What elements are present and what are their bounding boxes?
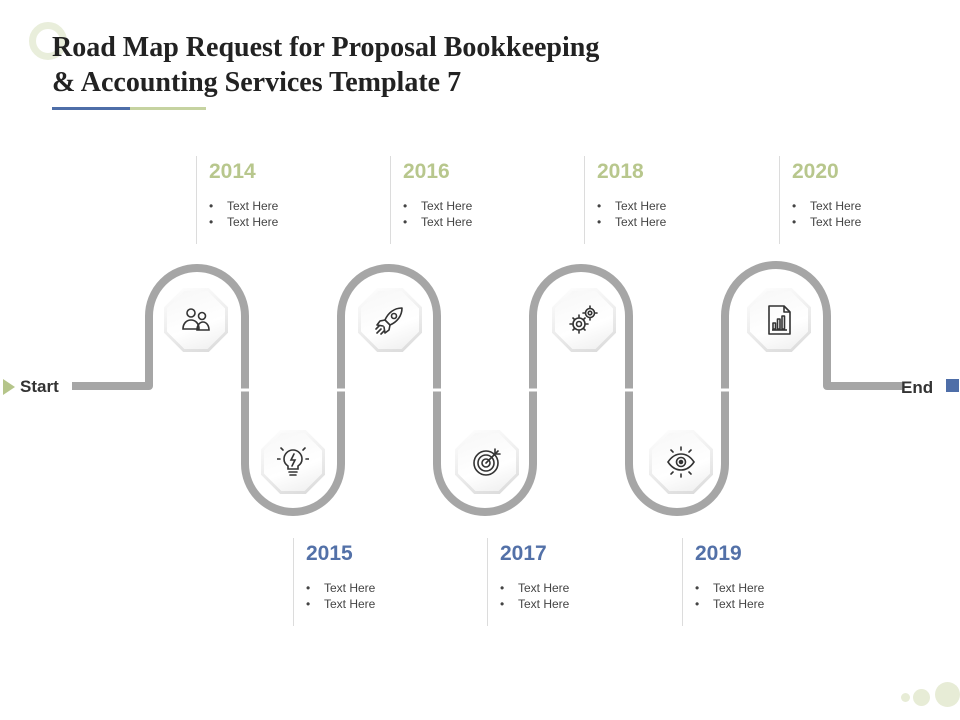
lightbulb-icon (261, 430, 325, 494)
milestone-list (403, 198, 565, 230)
milestone-2017 (487, 538, 662, 626)
milestone-2018 (584, 156, 759, 244)
target-icon (455, 430, 519, 494)
list-item: • Text Here (209, 214, 371, 230)
eye-icon (649, 430, 713, 494)
milestone-year: 2015 (306, 542, 353, 565)
list-item: • Text Here (792, 214, 954, 230)
milestone-year: 2017 (500, 542, 547, 565)
list-item: • Text Here (500, 596, 662, 612)
people-icon (164, 288, 228, 352)
milestone-year: 2019 (695, 542, 742, 565)
decorative-dot-medium (913, 689, 930, 706)
list-item: • Text Here (403, 214, 565, 230)
milestone-list (209, 198, 371, 230)
list-item: • Text Here (306, 580, 468, 596)
start-label: Start (20, 377, 59, 396)
title-line-2: & Accounting Services Template 7 (52, 67, 462, 98)
title-line-1: Road Map Request for Proposal Bookkeeping (52, 32, 600, 63)
list-item: • Text Here (209, 198, 371, 214)
milestone-2015 (293, 538, 468, 626)
milestone-2020 (779, 156, 954, 244)
decorative-dot-large (935, 682, 960, 707)
milestone-list (597, 198, 759, 230)
list-item: • Text Here (695, 580, 857, 596)
decorative-dot-small (901, 693, 910, 702)
milestone-year: 2018 (597, 160, 644, 183)
list-item: • Text Here (695, 596, 857, 612)
milestone-2019 (682, 538, 857, 626)
list-item: • Text Here (500, 580, 662, 596)
milestone-list (792, 198, 954, 230)
milestone-year: 2016 (403, 160, 450, 183)
milestone-list (695, 580, 857, 612)
list-item: • Text Here (597, 198, 759, 214)
milestone-list (500, 580, 662, 612)
milestone-2016 (390, 156, 565, 244)
end-square-icon (946, 379, 959, 392)
milestone-2014 (196, 156, 371, 244)
gears-icon (552, 288, 616, 352)
list-item: • Text Here (792, 198, 954, 214)
list-item: • Text Here (403, 198, 565, 214)
milestone-list (306, 580, 468, 612)
list-item: • Text Here (306, 596, 468, 612)
rocket-icon (358, 288, 422, 352)
list-item: • Text Here (597, 214, 759, 230)
milestone-year: 2014 (209, 160, 256, 183)
end-label: End (901, 378, 934, 397)
milestone-year: 2020 (792, 160, 839, 183)
start-arrow-icon (3, 379, 15, 395)
report-chart-icon (747, 288, 811, 352)
